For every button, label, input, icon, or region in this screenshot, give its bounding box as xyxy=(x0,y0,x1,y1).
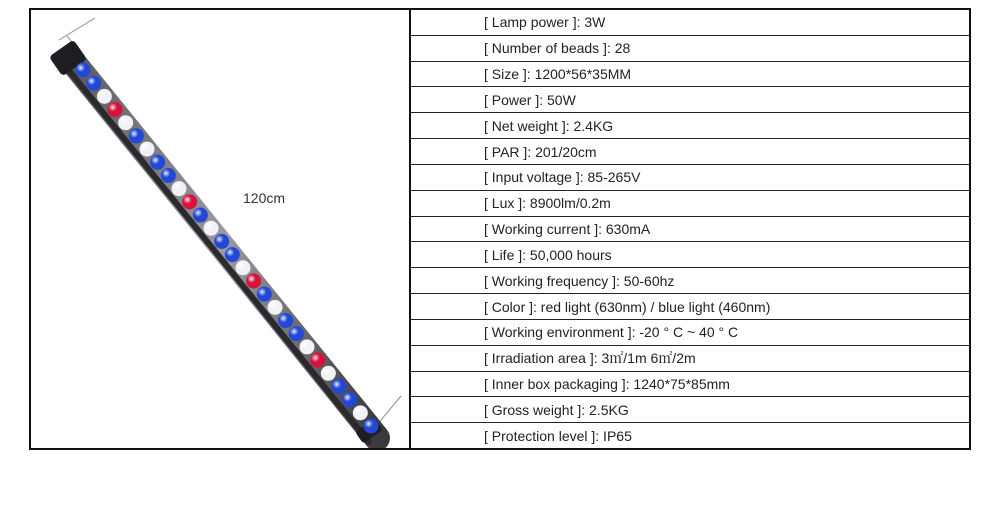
spec-row-working-frequency: [ Working frequency ]: 50-60hz xyxy=(411,268,969,294)
led-bead-shine xyxy=(193,208,208,223)
led-bead-shine xyxy=(268,300,283,315)
led-bead-shine xyxy=(97,89,112,104)
spec-table xyxy=(411,10,969,448)
led-bead-shine xyxy=(321,366,336,381)
led-bead-shine xyxy=(172,181,187,196)
spec-row-life: [ Life ]: 50,000 hours xyxy=(411,242,969,268)
led-bead-shine xyxy=(182,194,197,209)
led-bead-shine xyxy=(246,273,261,288)
spec-row-working-current: [ Working current ]: 630mA xyxy=(411,217,969,243)
led-bead-shine xyxy=(300,339,315,354)
led-bead-shine xyxy=(332,379,347,394)
spec-row-size: [ Size ]: 1200*56*35MM xyxy=(411,62,969,88)
spec-row-gross-weight: [ Gross weight ]: 2.5KG xyxy=(411,397,969,423)
led-bead-shine xyxy=(161,168,176,183)
led-bead-shine xyxy=(150,155,165,170)
led-bead-shine xyxy=(278,313,293,328)
dimension-tick-top xyxy=(59,18,95,40)
spec-sheet xyxy=(29,8,971,450)
spec-row-number-of-beads: [ Number of beads ]: 28 xyxy=(411,36,969,62)
spec-row-inner-box-packaging: [ Inner box packaging ]: 1240*75*85mm xyxy=(411,372,969,398)
led-bead-shine xyxy=(364,419,379,434)
led-bead-shine xyxy=(204,221,219,236)
led-bead-shine xyxy=(129,128,144,143)
spec-row-power: [ Power ]: 50W xyxy=(411,87,969,113)
led-bead-shine xyxy=(214,234,229,249)
spec-row-net-weight: [ Net weight ]: 2.4KG xyxy=(411,113,969,139)
led-bead-shine xyxy=(257,287,272,302)
spec-row-working-environment: [ Working environment ]: -20 ° C ~ 40 ° C xyxy=(411,320,969,346)
product-image-cell xyxy=(31,10,411,448)
length-label: 120cm xyxy=(243,190,286,206)
led-bead-shine xyxy=(289,326,304,341)
led-bead-shine xyxy=(236,260,251,275)
spec-row-color: [ Color ]: red light (630nm) / blue light (460nm) xyxy=(411,294,969,320)
spec-row-par: [ PAR ]: 201/20cm xyxy=(411,139,969,165)
grow-light-bar-image xyxy=(31,10,409,448)
led-bead-shine xyxy=(353,405,368,420)
spec-row-irradiation-area: [ Irradiation area ]: 3㎡/1m 6㎡/2m xyxy=(411,346,969,372)
led-bead-shine xyxy=(86,76,101,91)
led-bead-shine xyxy=(76,63,91,78)
led-bead-shine xyxy=(310,353,325,368)
spec-row-input-voltage: [ Input voltage ]: 85-265V xyxy=(411,165,969,191)
led-bead-shine xyxy=(225,247,240,262)
spec-row-lux: [ Lux ]: 8900lm/0.2m xyxy=(411,191,969,217)
led-bead-shine xyxy=(342,392,357,407)
led-bead-shine xyxy=(140,142,155,157)
spec-row-protection-level: [ Protection level ]: IP65 xyxy=(484,427,632,444)
led-bead-shine xyxy=(118,115,133,130)
led-bead-shine xyxy=(108,102,123,117)
spec-row-lamp-power: [ Lamp power ]: 3W xyxy=(411,10,969,36)
